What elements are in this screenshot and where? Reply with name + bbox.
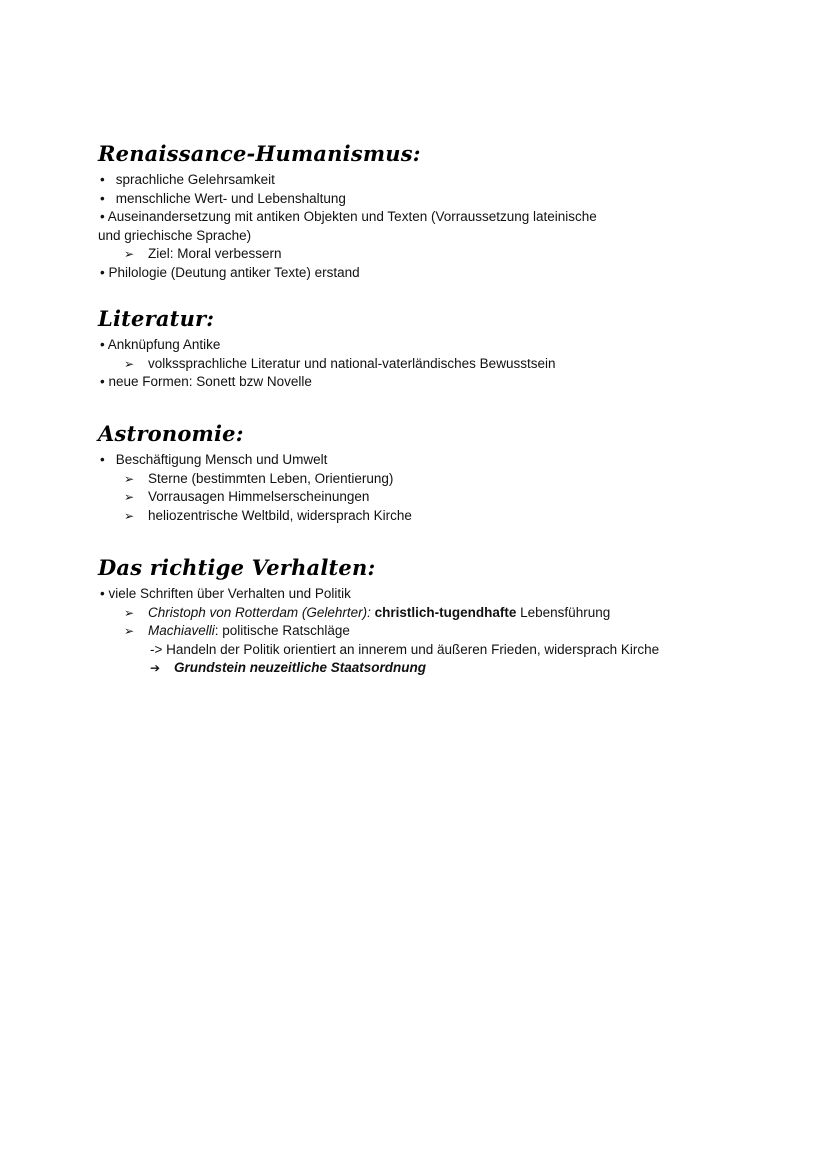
section-heading: Das richtige Verhalten:	[98, 555, 376, 580]
sub-list-item: ➢ Vorrausagen Himmelserscheinungen	[98, 488, 738, 507]
list-item: • Beschäftigung Mensch und Umwelt	[98, 451, 738, 470]
bold-arrow-icon: ➔	[150, 661, 161, 676]
arrow-bullet-icon: ➢	[124, 605, 135, 620]
list-item: • viele Schriften über Verhalten und Politik	[100, 586, 351, 601]
bullet-icon: •	[100, 190, 105, 206]
list-item: • Auseinandersetzung mit antiken Objekten und Texten (Vorraussetzung lateinische	[100, 209, 597, 225]
arrow-bullet-icon: ➢	[124, 508, 135, 523]
list-item-continuation: und griechische Sprache)	[98, 227, 252, 243]
bullet-icon: •	[100, 172, 105, 187]
section-heading: Renaissance-Humanismus:	[98, 141, 421, 166]
list-item: • sprachliche Gelehrsamkeit	[98, 171, 738, 190]
list-item: • Anknüpfung Antike	[100, 337, 221, 352]
bullet-icon: •	[100, 209, 105, 225]
list-item: • neue Formen: Sonett bzw Novelle	[100, 374, 312, 390]
sub-list-item: ➢ volkssprachliche Literatur und national-vaterländisches Bewusstsein	[98, 355, 738, 374]
arrow-bullet-icon: ➢	[124, 490, 135, 505]
bullet-icon: •	[100, 452, 105, 467]
section-das-richtige-verhalten	[98, 555, 738, 678]
conclusion-item: ➔ Grundstein neuzeitliche Staatsordnung	[98, 659, 738, 678]
bullet-icon: •	[100, 586, 105, 601]
section-renaissance-humanismus	[98, 141, 738, 283]
section-heading: Astronomie:	[98, 421, 244, 446]
sub-list-item: ➢ Sterne (bestimmten Leben, Orientierung)	[98, 470, 738, 489]
arrow-bullet-icon: ➢	[124, 471, 135, 486]
bullet-icon: •	[100, 374, 105, 390]
list-item: • menschliche Wert- und Lebenshaltung	[98, 190, 738, 209]
sub-list-item: ➢ Christoph von Rotterdam (Gelehrter): christlich-tugendhafte Lebensführung	[98, 604, 738, 623]
arrow-bullet-icon: ➢	[124, 624, 135, 639]
sub-list-item: ➢ heliozentrische Weltbild, widersprach Kirche	[98, 507, 738, 526]
sub-sub-list-item: -> Handeln der Politik orientiert an innerem und äußeren Frieden, widersprach Kirche	[150, 641, 660, 657]
section-literatur	[98, 306, 738, 392]
sub-list-item: ➢ Ziel: Moral verbessern	[98, 245, 738, 264]
bullet-icon: •	[100, 264, 105, 280]
section-heading: Literatur:	[98, 306, 215, 331]
sub-list-item: ➢ Machiavelli: politische Ratschläge	[98, 622, 738, 641]
arrow-bullet-icon: ➢	[124, 356, 135, 371]
section-astronomie	[98, 421, 738, 525]
arrow-bullet-icon: ➢	[124, 247, 135, 262]
bullet-icon: •	[100, 337, 105, 352]
list-item: • Philologie (Deutung antiker Texte) erstand	[100, 264, 360, 280]
